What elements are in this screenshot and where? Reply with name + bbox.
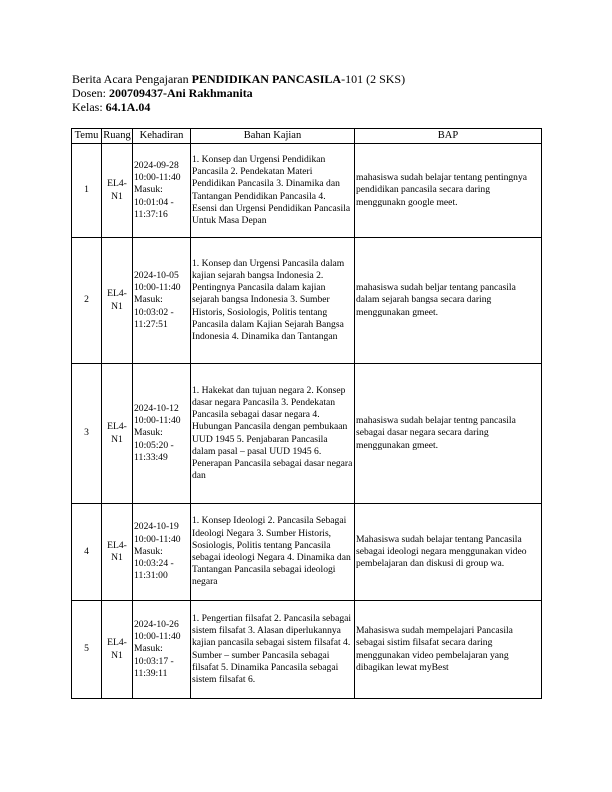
- bap-table: [71, 128, 542, 699]
- course-suffix: -101 (2 SKS): [341, 72, 406, 86]
- title-prefix: Berita Acara Pengajaran: [72, 72, 192, 86]
- col-header-bap: BAP: [355, 129, 542, 144]
- cell-ruang: EL4-N1: [102, 601, 133, 699]
- cell-temu: 5: [72, 601, 102, 699]
- table-row: [72, 238, 542, 364]
- kelas-line: [72, 100, 405, 114]
- cell-bap: Mahasiswa sudah belajar tentang Pancasila sebagai ideologi negara menggunakan video pembelajaran dan diskusi di group wa.: [355, 504, 542, 601]
- col-header-bahan-kajian: Bahan Kajian: [191, 129, 355, 144]
- kelas-value: 64.1A.04: [105, 100, 151, 114]
- col-header-ruang: Ruang: [102, 129, 133, 144]
- cell-bap: mahasiswa sudah belajar tentang pentingnya pendidikan pancasila secara daring menggunakn google meet.: [355, 144, 542, 238]
- kelas-label: Kelas:: [72, 100, 106, 114]
- cell-ruang: EL4-N1: [102, 364, 133, 504]
- course-name: PENDIDIKAN PANCASILA: [191, 72, 342, 86]
- dosen-line: [72, 86, 405, 100]
- cell-temu: 1: [72, 144, 102, 238]
- col-header-kehadiran: Kehadiran: [133, 129, 191, 144]
- cell-bahan-kajian: 1. Konsep Ideologi 2. Pancasila Sebagai Ideologi Negara 3. Sumber Historis, Sosiologis, Politis tentang Pancasila sebagai ideologi Negara 4. Dinamika dan Tantangan Pancasila sebagai ideologi negara: [191, 504, 355, 601]
- cell-bap: mahasiswa sudah belajar tentng pancasila sebagai dasar negara secara daring menggunakan gmeet.: [355, 364, 542, 504]
- cell-ruang: EL4-N1: [102, 144, 133, 238]
- cell-bap: mahasiswa sudah beljar tentang pancasila dalam sejarah bangsa secara daring menggunakan gmeet.: [355, 238, 542, 364]
- cell-kehadiran: 2024-10-05 10:00-11:40 Masuk: 10:03:02 - 11:27:51: [133, 238, 191, 364]
- cell-bahan-kajian: 1. Hakekat dan tujuan negara 2. Konsep dasar negara Pancasila 3. Pendekatan Pancasila sebagai dasar negara 4. Hubungan Pancasila dengan pembukaan UUD 1945 5. Penjabaran Pancasila dalam pasal – pasal UUD 1945 6. Penerapan Pancasila sebagai dasar negara dan: [191, 364, 355, 504]
- title-line: [72, 72, 405, 86]
- cell-temu: 2: [72, 238, 102, 364]
- table-row: [72, 364, 542, 504]
- cell-temu: 4: [72, 504, 102, 601]
- table-row: [72, 144, 542, 238]
- cell-kehadiran: 2024-10-19 10:00-11:40 Masuk: 10:03:24 - 11:31:00: [133, 504, 191, 601]
- dosen-label: Dosen:: [72, 86, 109, 100]
- document-header: [72, 72, 405, 114]
- cell-temu: 3: [72, 364, 102, 504]
- dosen-value: 200709437-Ani Rakhmanita: [109, 86, 253, 100]
- cell-kehadiran: 2024-09-28 10:00-11:40 Masuk: 10:01:04 - 11:37:16: [133, 144, 191, 238]
- cell-kehadiran: 2024-10-12 10:00-11:40 Masuk: 10:05:20 - 11:33:49: [133, 364, 191, 504]
- table-header-row: [72, 129, 542, 144]
- cell-ruang: EL4-N1: [102, 238, 133, 364]
- col-header-temu: Temu: [72, 129, 102, 144]
- cell-bap: Mahasiswa sudah mempelajari Pancasila sebagai sistim filsafat secara daring menggunakan video pembelajaran yang dibagikan lewat myBest: [355, 601, 542, 699]
- cell-ruang: EL4-N1: [102, 504, 133, 601]
- cell-bahan-kajian: 1. Konsep dan Urgensi Pendidikan Pancasila 2. Pendekatan Materi Pendidikan Pancasila 3. Dinamika dan Tantangan Pendidikan Pancasila 4. Esensi dan Urgensi Pendidikan Pancasila Untuk Masa Depan: [191, 144, 355, 238]
- cell-bahan-kajian: 1. Pengertian filsafat 2. Pancasila sebagai sistem filsafat 3. Alasan diperlukannya kajian pancasila sebagai sistem filsafat 4. Sumber – sumber Pancasila sebagai filsafat 5. Dinamika Pancasila sebagai sistem filsafat 6.: [191, 601, 355, 699]
- cell-kehadiran: 2024-10-26 10:00-11:40 Masuk: 10:03:17 - 11:39:11: [133, 601, 191, 699]
- cell-bahan-kajian: 1. Konsep dan Urgensi Pancasila dalam kajian sejarah bangsa Indonesia 2. Pentingnya Pancasila dalam kajian sejarah bangsa Indonesia 3. Sumber Historis, Sosiologis, Politis tentang Pancasila dalam Kajian Sejarah Bangsa Indonesia 4. Dinamika dan Tantangan: [191, 238, 355, 364]
- table-row: [72, 601, 542, 699]
- table-row: [72, 504, 542, 601]
